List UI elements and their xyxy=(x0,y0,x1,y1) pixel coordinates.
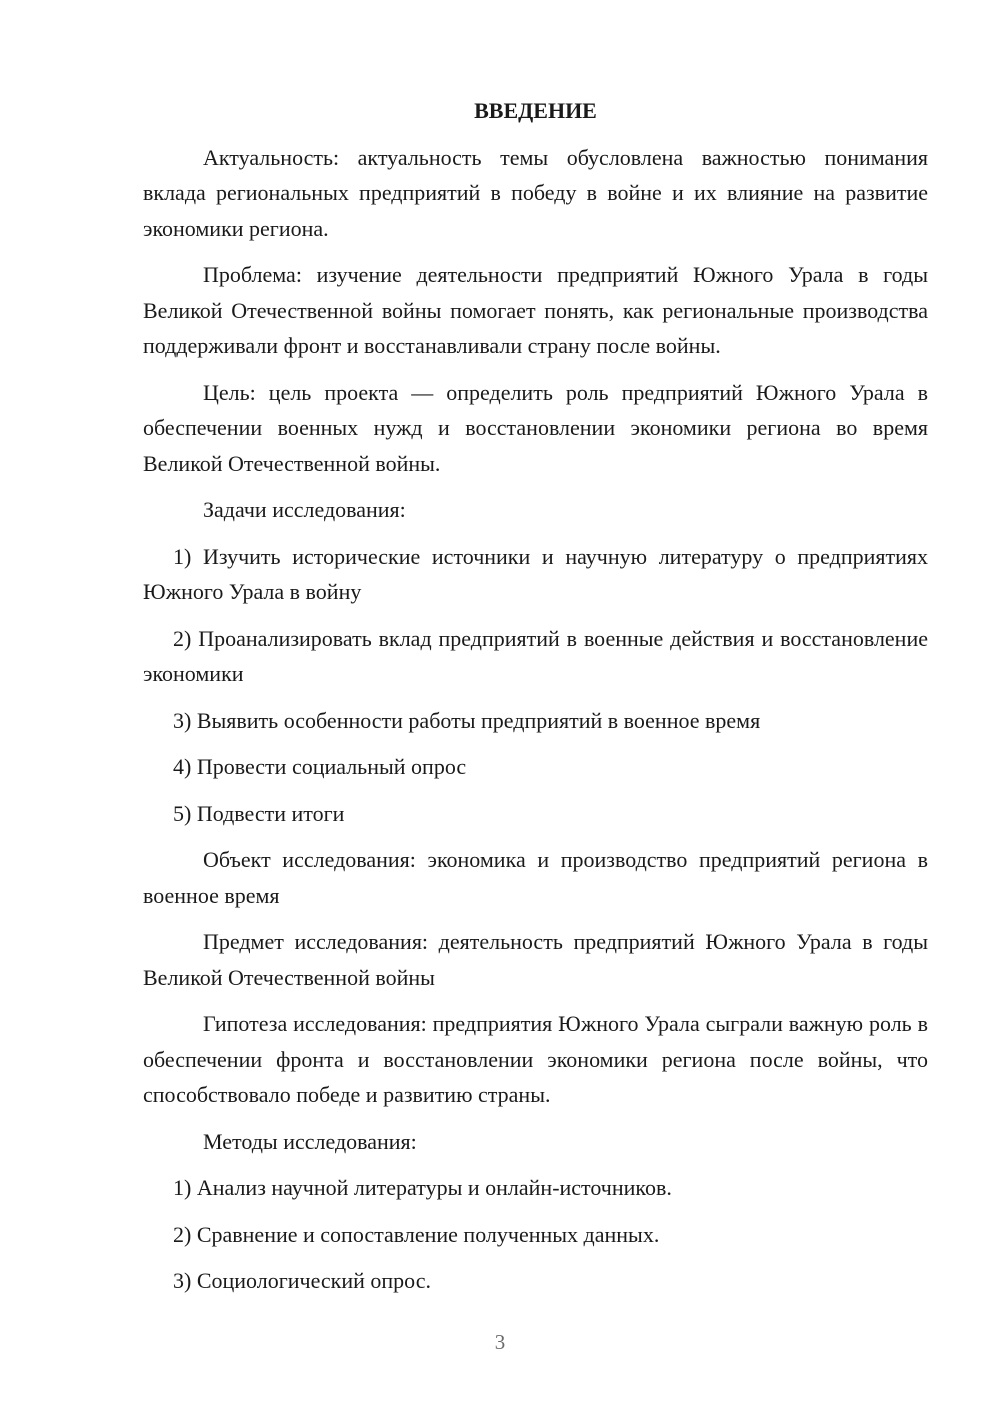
problem-paragraph: Проблема: изучение деятельности предприятий Южного Урала в годы Великой Отечественной войны помогает понять, как региональные производства поддерживали фронт и восстанавливали страну после войны. xyxy=(143,262,928,358)
method-item: 3) Социологический опрос. xyxy=(173,1268,431,1293)
hypothesis-paragraph: Гипотеза исследования: предприятия Южного Урала сыграли важную роль в обеспечении фронта и восстановлении экономики региона после войны, что способствовало победе и развитию страны. xyxy=(143,1011,928,1107)
task-item: 5) Подвести итоги xyxy=(173,800,345,826)
object-paragraph: Объект исследования: экономика и производство предприятий региона в военное время xyxy=(143,847,928,908)
method-item: 1) Анализ научной литературы и онлайн-источников. xyxy=(173,1175,672,1200)
method-item: 2) Сравнение и сопоставление полученных данных. xyxy=(173,1221,660,1247)
task-item: 4) Провести социальный опрос xyxy=(173,754,467,779)
methods-heading: Методы исследования: xyxy=(203,1128,417,1154)
task-item: 3) Выявить особенности работы предприятий в военное время xyxy=(173,707,761,733)
section-title: ВВЕДЕНИЕ xyxy=(474,98,597,123)
goal-paragraph: Цель: цель проекта — определить роль предприятий Южного Урала в обеспечении военных нужд и восстановлении экономики региона во время Великой Отечественной войны. xyxy=(143,379,928,476)
page-number: 3 xyxy=(494,1330,506,1354)
task-item: 1) Изучить исторические источники и научную литературу о предприятиях Южного Урала в войну xyxy=(143,543,928,604)
relevance-paragraph: Актуальность: актуальность темы обусловлена важностью понимания вклада региональных предприятий в победу в войне и их влияние на развитие экономики региона. xyxy=(143,144,928,241)
page-content xyxy=(143,93,928,1299)
tasks-heading: Задачи исследования: xyxy=(203,497,406,522)
subject-paragraph: Предмет исследования: деятельность предприятий Южного Урала в годы Великой Отечественной войны xyxy=(143,929,928,990)
task-item: 2) Проанализировать вклад предприятий в военные действия и восстановление экономики xyxy=(143,625,928,686)
